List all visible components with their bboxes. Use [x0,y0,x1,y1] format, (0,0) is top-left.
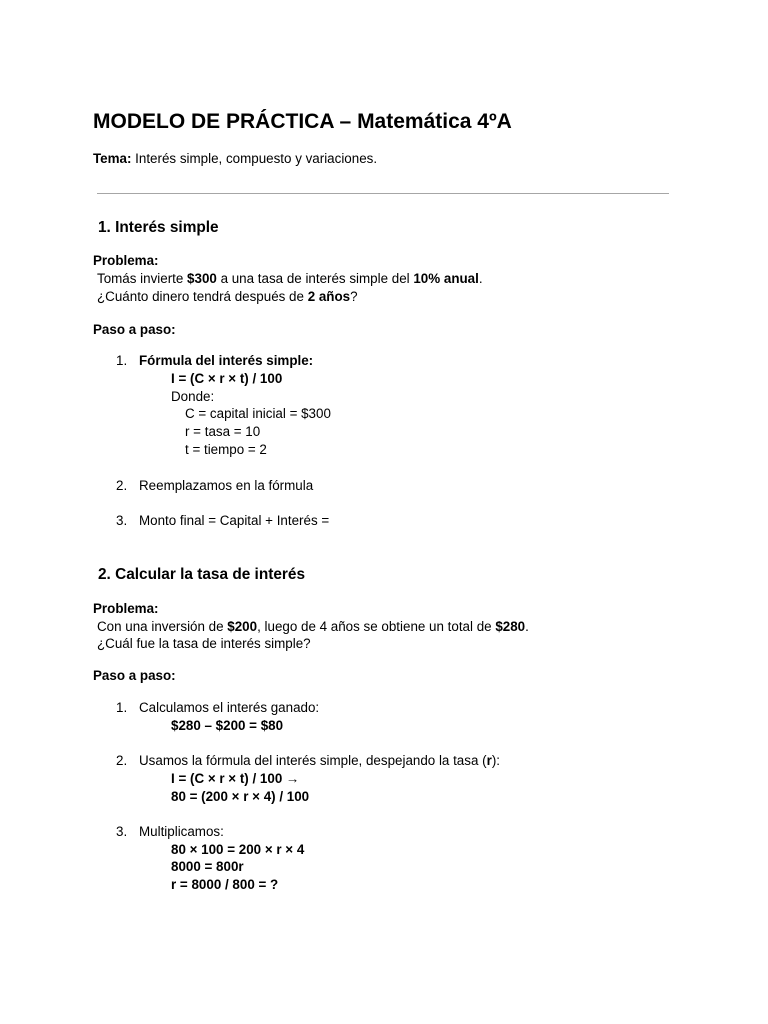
section-1-steps-label: Paso a paso: [93,322,176,337]
section-2-heading: 2. Calcular la tasa de interés [98,566,306,583]
section-1-step-1-where: Donde: [171,389,215,404]
section-2-step-3-formula-1: 80 × 100 = 200 × r × 4 [171,842,305,857]
section-1-var-rate: r = tasa = 10 [185,424,261,439]
section-2-step-3-formula-2: 8000 = 800r [171,859,244,874]
section-1-var-capital: C = capital inicial = $300 [185,406,331,421]
topic-text: Interés simple, compuesto y variaciones. [131,151,378,166]
section-2-problem-line-1: Con una inversión de $200, luego de 4 años se obtiene un total de $280. [97,619,529,634]
section-1-step-1: 1. Fórmula del interés simple: [116,353,314,368]
topic-line [93,150,377,168]
section-1-problem-line-2: ¿Cuánto dinero tendrá después de 2 años? [97,289,358,304]
page-title: MODELO DE PRÁCTICA – Matemática 4ºA [93,110,512,133]
section-2-step-1: 1. Calculamos el interés ganado: [116,700,320,715]
section-2-step-2-formula-1: I = (C × r × t) / 100 → [171,771,300,786]
section-1-step-3: 3. Monto final = Capital + Interés = [116,513,330,528]
section-1-heading: 1. Interés simple [98,219,219,236]
section-2-problem-label: Problema: [93,601,159,616]
section-2-problem-line-2: ¿Cuál fue la tasa de interés simple? [97,636,311,651]
section-2-step-3-formula-3: r = 8000 / 800 = ? [171,877,279,892]
section-2-step-2: 2. Usamos la fórmula del interés simple, despejando la tasa (r): [116,753,500,768]
section-2-step-2-formula-2: 80 = (200 × r × 4) / 100 [171,789,310,804]
section-1-problem-line-1: Tomás invierte $300 a una tasa de interés simple del 10% anual. [97,271,483,286]
section-2-steps-label: Paso a paso: [93,668,176,683]
section-1-problem-label: Problema: [93,253,159,268]
section-1-step-2: 2. Reemplazamos en la fórmula [116,478,314,493]
section-2-step-1-formula: $280 – $200 = $80 [171,718,284,733]
section-1-step-1-formula: I = (C × r × t) / 100 [171,371,283,386]
section-2-step-3: 3. Multiplicamos: [116,824,224,839]
horizontal-divider [97,193,669,194]
topic-label: Tema: [93,151,132,166]
section-1-var-time: t = tiempo = 2 [185,442,267,457]
